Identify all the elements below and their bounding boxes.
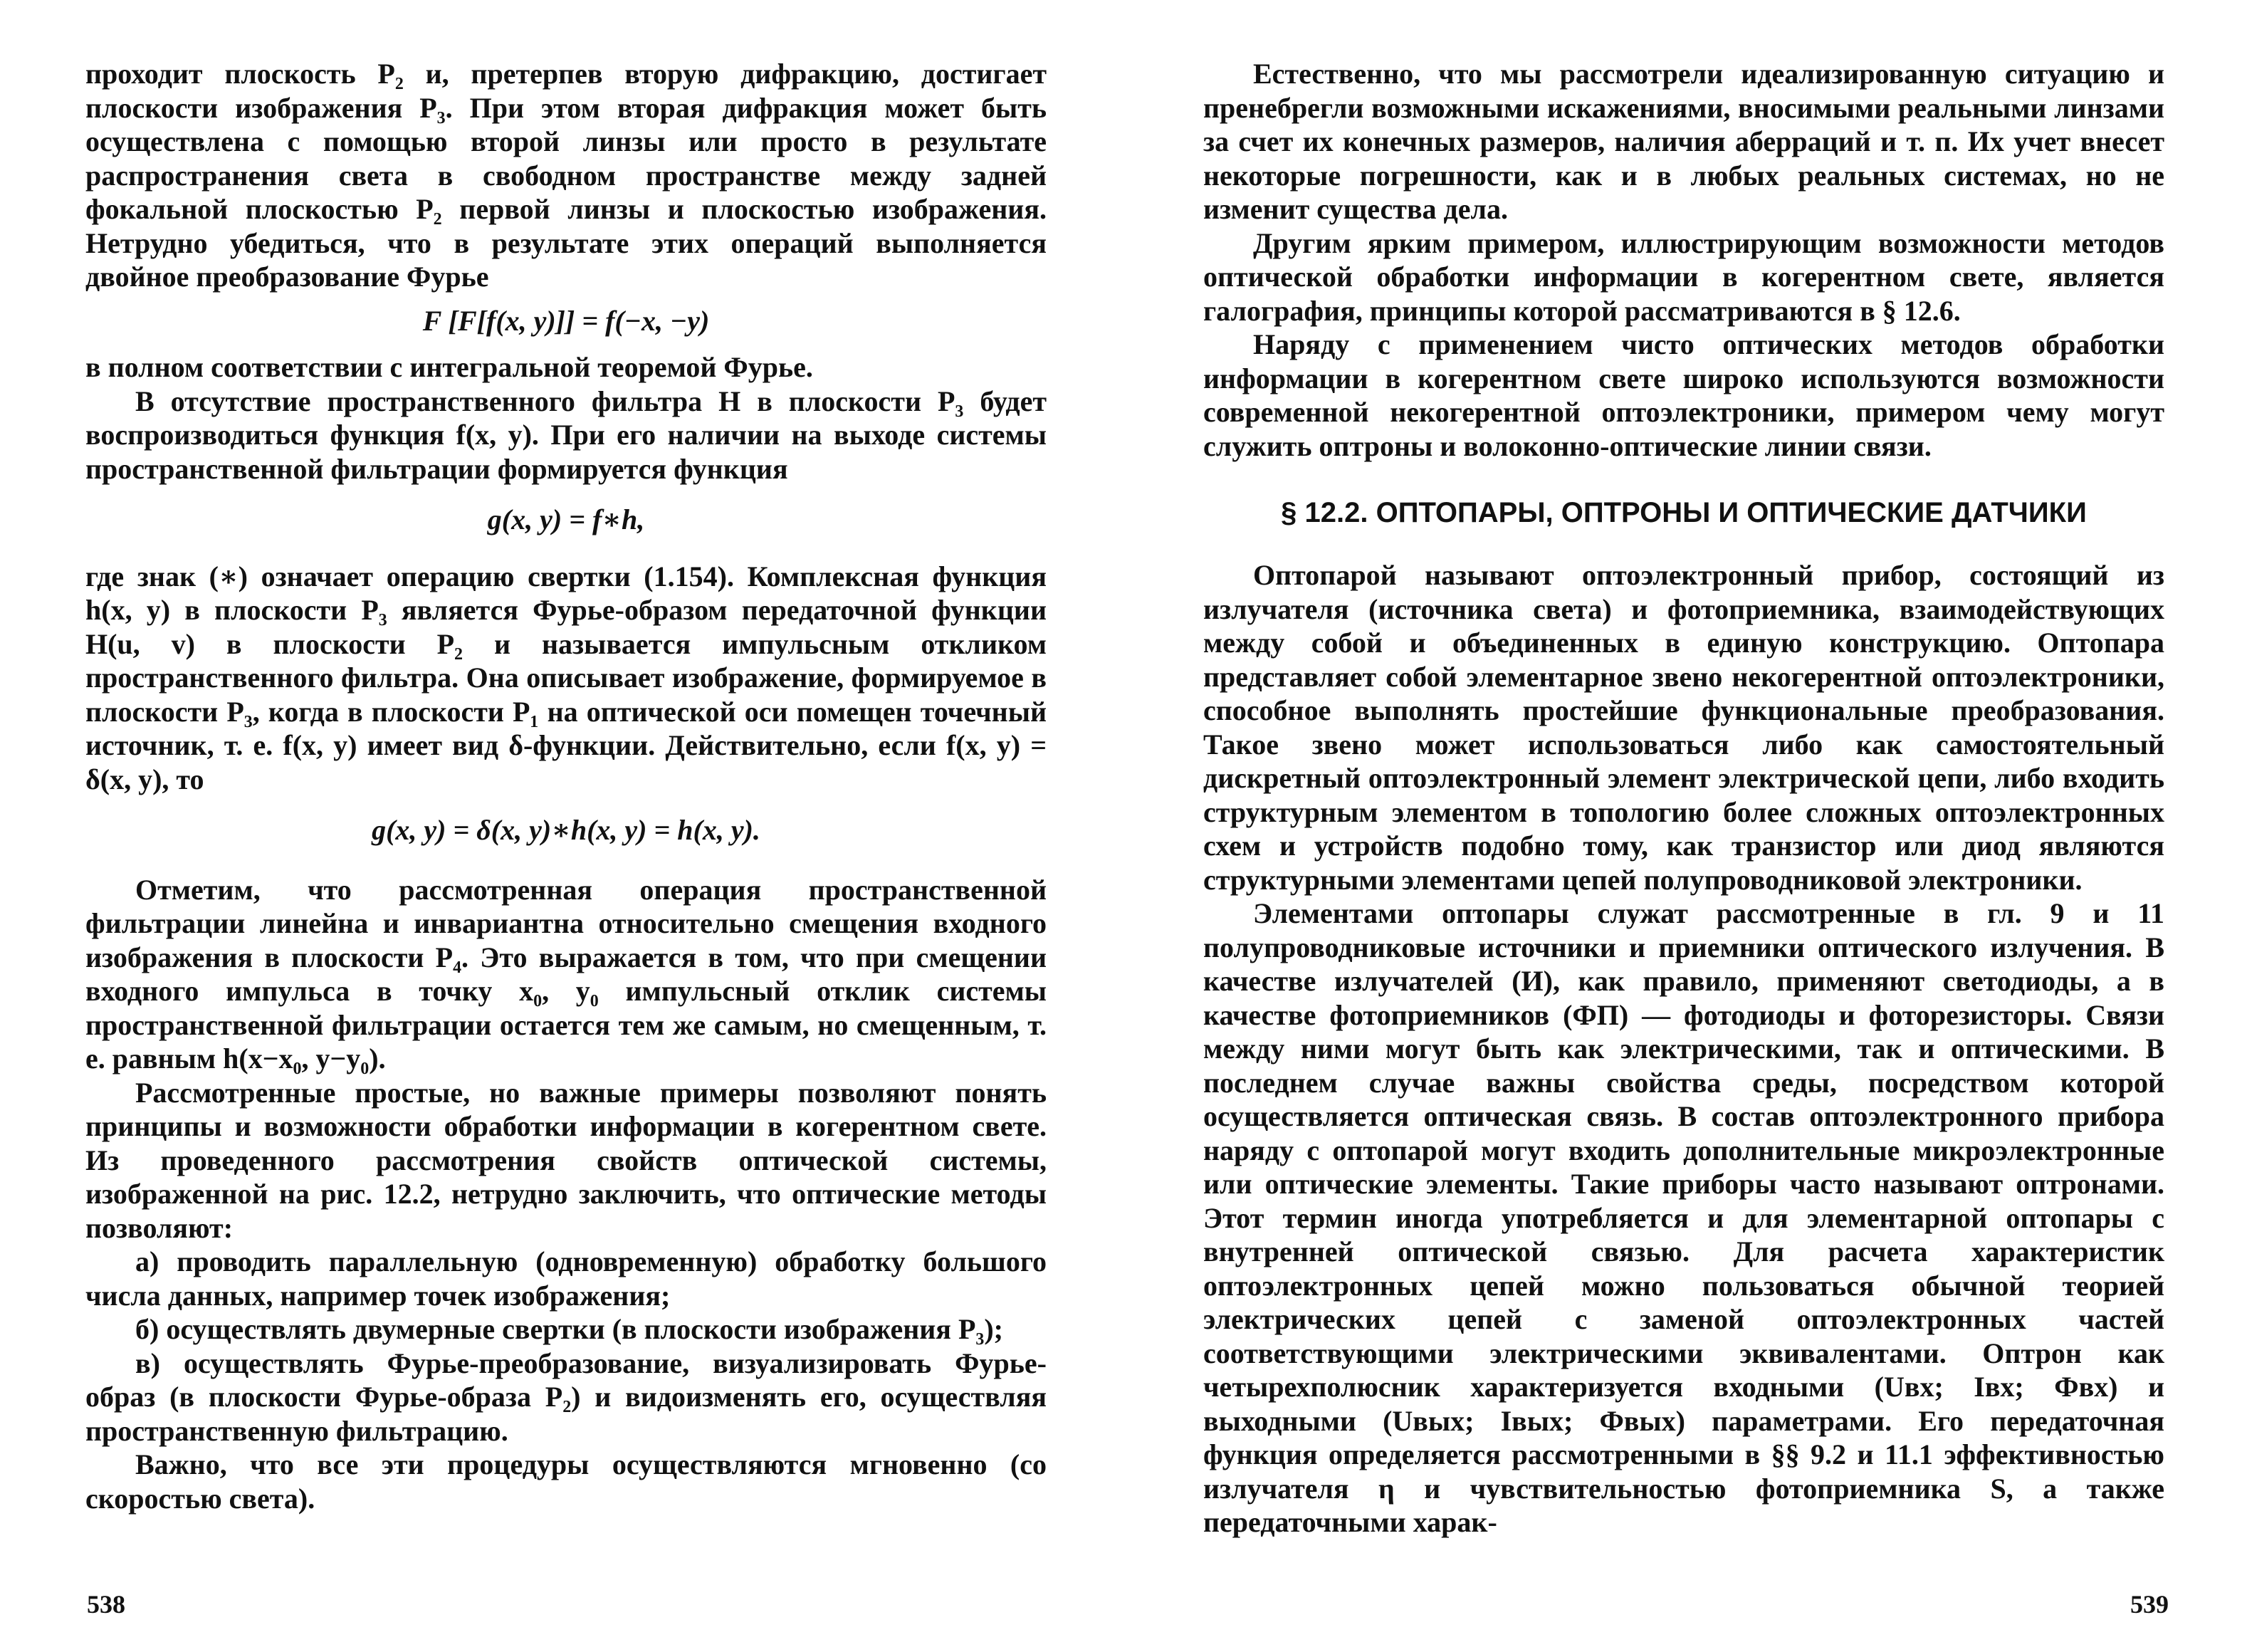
left-paragraph-1: проходит плоскость P₂ и, претерпев вторую дифракцию, достигает плоскости изображения P₃. При этом вторая дифракция может быть осуществлена с помощью второй линзы или просто в результате распространения света в свободном пространстве между задней фокальной плоскостью P₂ первой линзы и плоскостью изображения. Нетрудно убедиться, что в результате этих операций выполняется двойное преобразование Фурье <box>85 58 1047 293</box>
left-paragraph-7: Важно, что все эти процедуры осуществляются мгновенно (со скоростью света). <box>85 1448 1047 1515</box>
left-paragraph-2: в полном соответствии с интегральной теоремой Фурье. <box>85 351 813 383</box>
left-list-item-a: а) проводить параллельную (одновременную) обработку большого числа данных, например точек изображения; <box>85 1245 1047 1312</box>
right-paragraph-3: Наряду с применением чисто оптических методов обработки информации в когерентном свете широко используются возможности современной некогерентной оптоэлектроники, примером чему могут служить оптроны и волоконно-оптические линии связи. <box>1203 328 2164 462</box>
formula-impulse-response: g(x, y) = δ(x, y)∗h(x, y) = h(x, y). <box>372 814 760 846</box>
left-list-item-c: в) осуществлять Фурье-преобразование, визуализировать Фурье-образ (в плоскости Фурье-образа P₂) и видоизменять его, осуществляя пространственную фильтрацию. <box>85 1347 1047 1447</box>
left-paragraph-3: В отсутствие пространственного фильтра H в плоскости P₃ будет воспроизводиться функция f(x, y). При его наличии на выходе системы пространственной фильтрации формируется функция <box>85 385 1047 485</box>
right-paragraph-1: Естественно, что мы рассмотрели идеализированную ситуацию и пренебрегли возможными искажениями, вносимыми реальными линзами за счет их конечных размеров, наличия аберраций и т. п. Их учет внесет некоторые погрешности, как и в любых реальных системах, но не изменит существа дела. <box>1203 58 2164 225</box>
left-list-item-b: б) осуществлять двумерные свертки (в плоскости изображения P₃); <box>135 1313 1004 1345</box>
section-heading: § 12.2. ОПТОПАРЫ, ОПТРОНЫ И ОПТИЧЕСКИЕ ДАТЧИКИ <box>1281 497 2087 528</box>
left-paragraph-6: Рассмотренные простые, но важные примеры позволяют понять принципы и возможности обработки информации в когерентном свете. Из проведенного рассмотрения свойств оптической системы, изображенной на рис. 12.2, нетрудно заключить, что оптические методы позволяют: <box>85 1076 1047 1244</box>
right-page <box>1203 57 2164 1539</box>
left-page <box>85 57 1047 1515</box>
right-paragraph-5: Элементами оптопары служат рассмотренные в гл. 9 и 11 полупроводниковые источники и приемники оптического излучения. В качестве излучателей (И), как правило, применяют светодиоды, а в качестве фотоприемников (ФП) — фотодиоды и фоторезисторы. Связи между ними могут быть как электрическими, так и оптическими. В последнем случае важны свойства среды, посредством которой осуществляется оптическая связь. В состав оптоэлектронного прибора наряду с оптопарой могут входить дополнительные микроэлектронные или оптические элементы. Такие приборы часто называют оптронами. Этот термин иногда употребляется и для элементарной оптопары с внутренней оптической связью. Для расчета характеристик оптоэлектронных цепей можно пользоваться обычной теорией электрических цепей с заменой оптоэлектронных частей соответствующими электрическими эквивалентами. Оптрон как четырехполюсник характеризуется входными (Uвх; Iвх; Фвх) и выходными (Uвых; Iвых; Фвых) параметрами. Его передаточная функция определяется рассмотренными в §§ 9.2 и 11.1 эффективностью излучателя η и чувствительностью фотоприемника S, а также передаточными харак- <box>1203 897 2164 1538</box>
right-paragraph-4: Оптопарой называют оптоэлектронный прибор, состоящий из излучателя (источника света) и фотоприемника, взаимодействующих между собой и объединенных в единую конструкцию. Оптопара представляет собой элементарное звено некогерентной оптоэлектроники, способное выполнять простейшие функциональные преобразования. Такое звено может использоваться либо как самостоятельный дискретный оптоэлектронный элемент электрической цепи, либо входить структурным элементом в топологию более сложных оптоэлектронных схем и устройств подобно тому, как транзистор или диод являются структурными элементами цепей полупроводниковой электроники. <box>1203 559 2164 896</box>
page-number-left: 538 <box>87 1590 125 1619</box>
left-paragraph-5: Отметим, что рассмотренная операция пространственной фильтрации линейна и инвариантна относительно смещения входного изображения в плоскости P₄. Это выражается в том, что при смещении входного импульса в точку x₀, y₀ импульсный отклик системы пространственной фильтрации остается тем же самым, но смещенным, т. е. равным h(x−x₀, y−y₀). <box>85 873 1047 1075</box>
page-number-right: 539 <box>2130 1590 2169 1619</box>
left-paragraph-4: где знак (∗) означает операцию свертки (1.154). Комплексная функция h(x, y) в плоскости P₃ является Фурье-образом передаточной функции H(u, v) в плоскости P₂ и называется импульсным откликом пространственного фильтра. Она описывает изображение, формируемое в плоскости P₃, когда в плоскости P₁ на оптической оси помещен точечный источник, т. е. f(x, y) имеет вид δ-функции. Действительно, если f(x, y) = δ(x, y), то <box>85 560 1047 795</box>
right-paragraph-2: Другим ярким примером, иллюстрирующим возможности методов оптической обработки информации в когерентном свете, является галография, принципы которой рассматриваются в § 12.6. <box>1203 226 2164 327</box>
formula-convolution: g(x, y) = f∗h, <box>487 503 645 535</box>
formula-double-fourier: F [F[f(x, y)]] = f(−x, −y) <box>422 304 710 337</box>
